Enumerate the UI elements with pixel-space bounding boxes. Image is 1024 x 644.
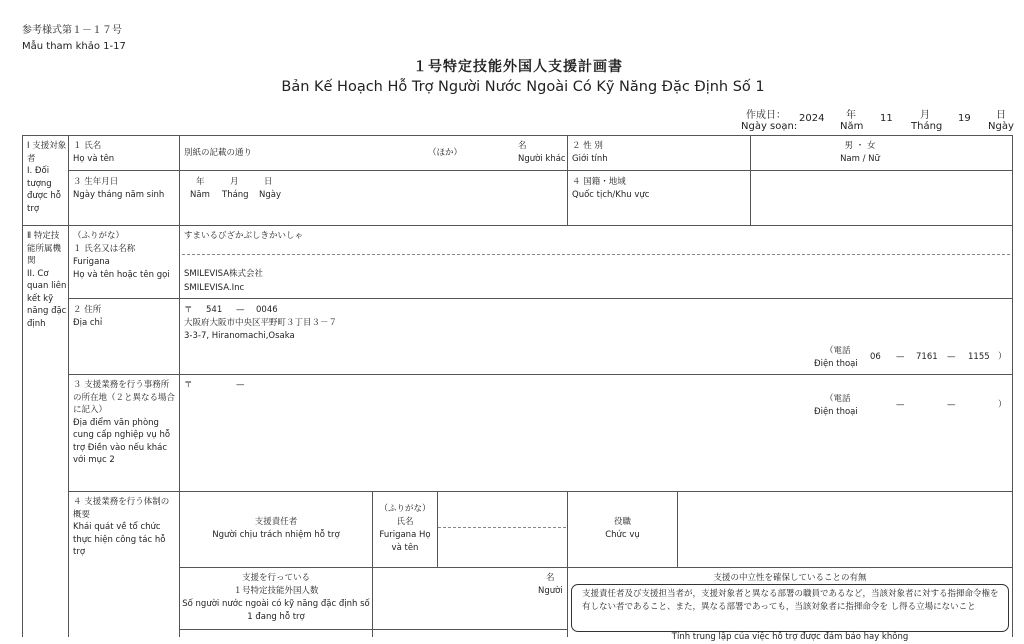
document-title-jp: １号特定技能外国人支援計画書 — [413, 59, 623, 75]
postal-code-1[interactable]: 541 — [206, 305, 223, 315]
date-year-jp: 年 — [846, 110, 856, 121]
furigana-label-jp: （ふりがな） — [73, 231, 125, 241]
support-phone-dash-2: — — [947, 400, 956, 410]
dob-year-vi: Năm — [190, 190, 210, 200]
position-label-jp: 役職 — [613, 517, 631, 527]
dob-year-jp: 年 — [196, 177, 205, 187]
date-year-value: 2024 — [799, 113, 825, 124]
phone-part-3[interactable]: 1155 — [968, 352, 990, 362]
date-day-value: 19 — [958, 113, 971, 124]
nationality-label-jp: ４ 国籍・地域 — [572, 177, 626, 187]
phone-label-jp: （電話 — [825, 346, 851, 356]
date-label-jp: 作成日： — [746, 110, 786, 121]
address-jp[interactable]: 大阪府大阪市中央区平野町３丁目３－７ — [184, 318, 338, 328]
furigana-name-label-vi: Furigana Họ và tên — [379, 530, 431, 553]
structure-label-vi: Khái quát về tổ chức thực hiện công tác hỗ trợ — [73, 522, 166, 557]
responsible-label-vi: Người chịu trách nhiệm hỗ trợ — [212, 530, 340, 540]
phone-part-1[interactable]: 06 — [870, 352, 881, 362]
org-name-jp[interactable]: SMILEVISA株式会社 — [184, 269, 264, 279]
supported-count-label-vi: Số người nước ngoài có kỹ năng đặc định số 1 đang hỗ trợ — [182, 599, 370, 622]
phone-close: ） — [998, 352, 1007, 362]
date-year-vi: Năm — [840, 121, 864, 132]
support-office-label — [73, 379, 177, 467]
org-name-label-vi: Họ và tên hoặc tên gọi — [73, 270, 170, 280]
neutrality-title-jp: 支援の中立性を確保していることの有無 — [713, 573, 867, 583]
structure-label-jp: ４ 支援業務を行う体制の概要 — [73, 497, 170, 520]
support-phone-dash-1: — — [896, 400, 905, 410]
date-day-jp: 日 — [996, 110, 1006, 121]
supported-count-label-jp-1: 支援を行っている — [241, 573, 310, 583]
postal-code-2[interactable]: 0046 — [256, 305, 278, 315]
position-label-vi: Chức vụ — [605, 530, 640, 540]
postal-dash: — — [236, 305, 245, 315]
support-phone-label-vi: Điện thoại — [814, 407, 858, 417]
section2-heading — [27, 230, 67, 330]
neutrality-title-vi: Tính trung lập của việc hỗ trợ được đảm bảo hay không — [671, 632, 909, 642]
support-phone-label-jp: （電話 — [825, 394, 851, 404]
date-month-vi: Tháng — [911, 121, 943, 132]
nationality-label-vi: Quốc tịch/Khu vực — [572, 190, 650, 200]
structure-label — [73, 496, 177, 559]
org-name-label-jp: １ 氏名又は名称 — [73, 244, 136, 254]
section1-heading-vi: I. Đối tượng được hỗ trợ — [27, 166, 61, 214]
form-reference-jp: 参考様式第１－１７号 — [22, 25, 122, 36]
furigana-label-vi: Furigana — [73, 257, 110, 267]
responsible-label-jp: 支援責任者 — [254, 517, 298, 527]
address-label-jp: ２ 住所 — [73, 305, 102, 315]
dob-day-vi: Ngày — [259, 190, 281, 200]
form-reference-vi: Mẫu tham khảo 1-17 — [22, 41, 126, 52]
section1-heading-jp: Ⅰ 支援対象者 — [27, 141, 67, 164]
dob-month-vi: Tháng — [222, 190, 249, 200]
dob-month-jp: 月 — [230, 177, 239, 187]
support-postal-dash: — — [236, 380, 245, 390]
date-day-vi: Ngày — [988, 121, 1014, 132]
date-label-vi: Ngày soạn: — [741, 121, 798, 132]
name-others-mei-jp: 名 — [518, 141, 527, 151]
name-small-label-jp: 氏名 — [396, 517, 414, 527]
name-label-jp: １ 氏名 — [73, 141, 102, 151]
support-postal-mark: 〒 — [184, 380, 193, 390]
dob-day-jp: 日 — [264, 177, 273, 187]
neutrality-text-jp: 支援責任者及び支援担当者が，支援対象者と異なる部署の職員であるなど，当該対象者に対する指揮命令権を有しない者であること、また，異なる部署であっても，当該対象者に指揮命令を し得る立場にないこと — [582, 589, 999, 612]
section2-heading-vi: II. Cơ quan liên kết kỹ năng đặc định — [27, 268, 67, 329]
supported-count-label-jp-2: １号特定技能外国人数 — [233, 586, 319, 596]
gender-options-jp[interactable]: 男 ・ 女 — [844, 141, 876, 151]
gender-label-vi: Giới tính — [572, 154, 608, 164]
gender-options-vi: Nam / Nữ — [840, 154, 880, 164]
dob-label-jp: ３ 生年月日 — [73, 177, 119, 187]
section1-heading — [27, 140, 67, 215]
date-month-value: 11 — [880, 113, 893, 124]
support-office-label-vi: Địa điểm văn phòng cung cấp nghiệp vụ hỗ trợ Điền vào nếu khác với mục 2 — [73, 417, 171, 465]
phone-label-vi: Điện thoại — [814, 359, 858, 369]
name-others-hoka: （ほか） — [428, 148, 463, 158]
date-month-jp: 月 — [920, 110, 930, 121]
address-en[interactable]: 3-3-7, Hiranomachi,Osaka — [184, 331, 295, 341]
phone-dash-2: — — [947, 352, 956, 362]
name-value[interactable]: 別紙の記載の通り — [184, 148, 253, 158]
section2-heading-jp: Ⅱ 特定技能所属機関 — [27, 231, 62, 266]
support-phone-close: ） — [998, 400, 1007, 410]
address-label-vi: Địa chỉ — [73, 318, 103, 328]
name-others-mei-vi: Người khác — [518, 154, 566, 164]
document-title-vi: Bản Kế Hoạch Hỗ Trợ Người Nước Ngoài Có Kỹ Năng Đặc Định Số 1 — [281, 79, 765, 95]
furigana-small-label-jp: （ふりがな） — [379, 504, 431, 514]
supported-count-unit-jp: 名 — [546, 573, 555, 583]
support-office-label-jp: ３ 支援業務を行う事務所の所在地（２と異なる場合に記入） — [73, 380, 176, 415]
org-name-en[interactable]: SMILEVISA.Inc — [184, 283, 245, 293]
furigana-value[interactable]: すまいるびざかぶしきかいしゃ — [184, 231, 304, 241]
name-label-vi: Họ và tên — [73, 154, 115, 164]
dob-label-vi: Ngày tháng năm sinh — [73, 190, 165, 200]
supported-count-unit-vi: Người — [538, 586, 563, 596]
gender-label-jp: ２ 性 別 — [572, 141, 603, 151]
phone-dash-1: — — [896, 352, 905, 362]
postal-mark: 〒 — [184, 305, 193, 315]
phone-part-2[interactable]: 7161 — [916, 352, 938, 362]
